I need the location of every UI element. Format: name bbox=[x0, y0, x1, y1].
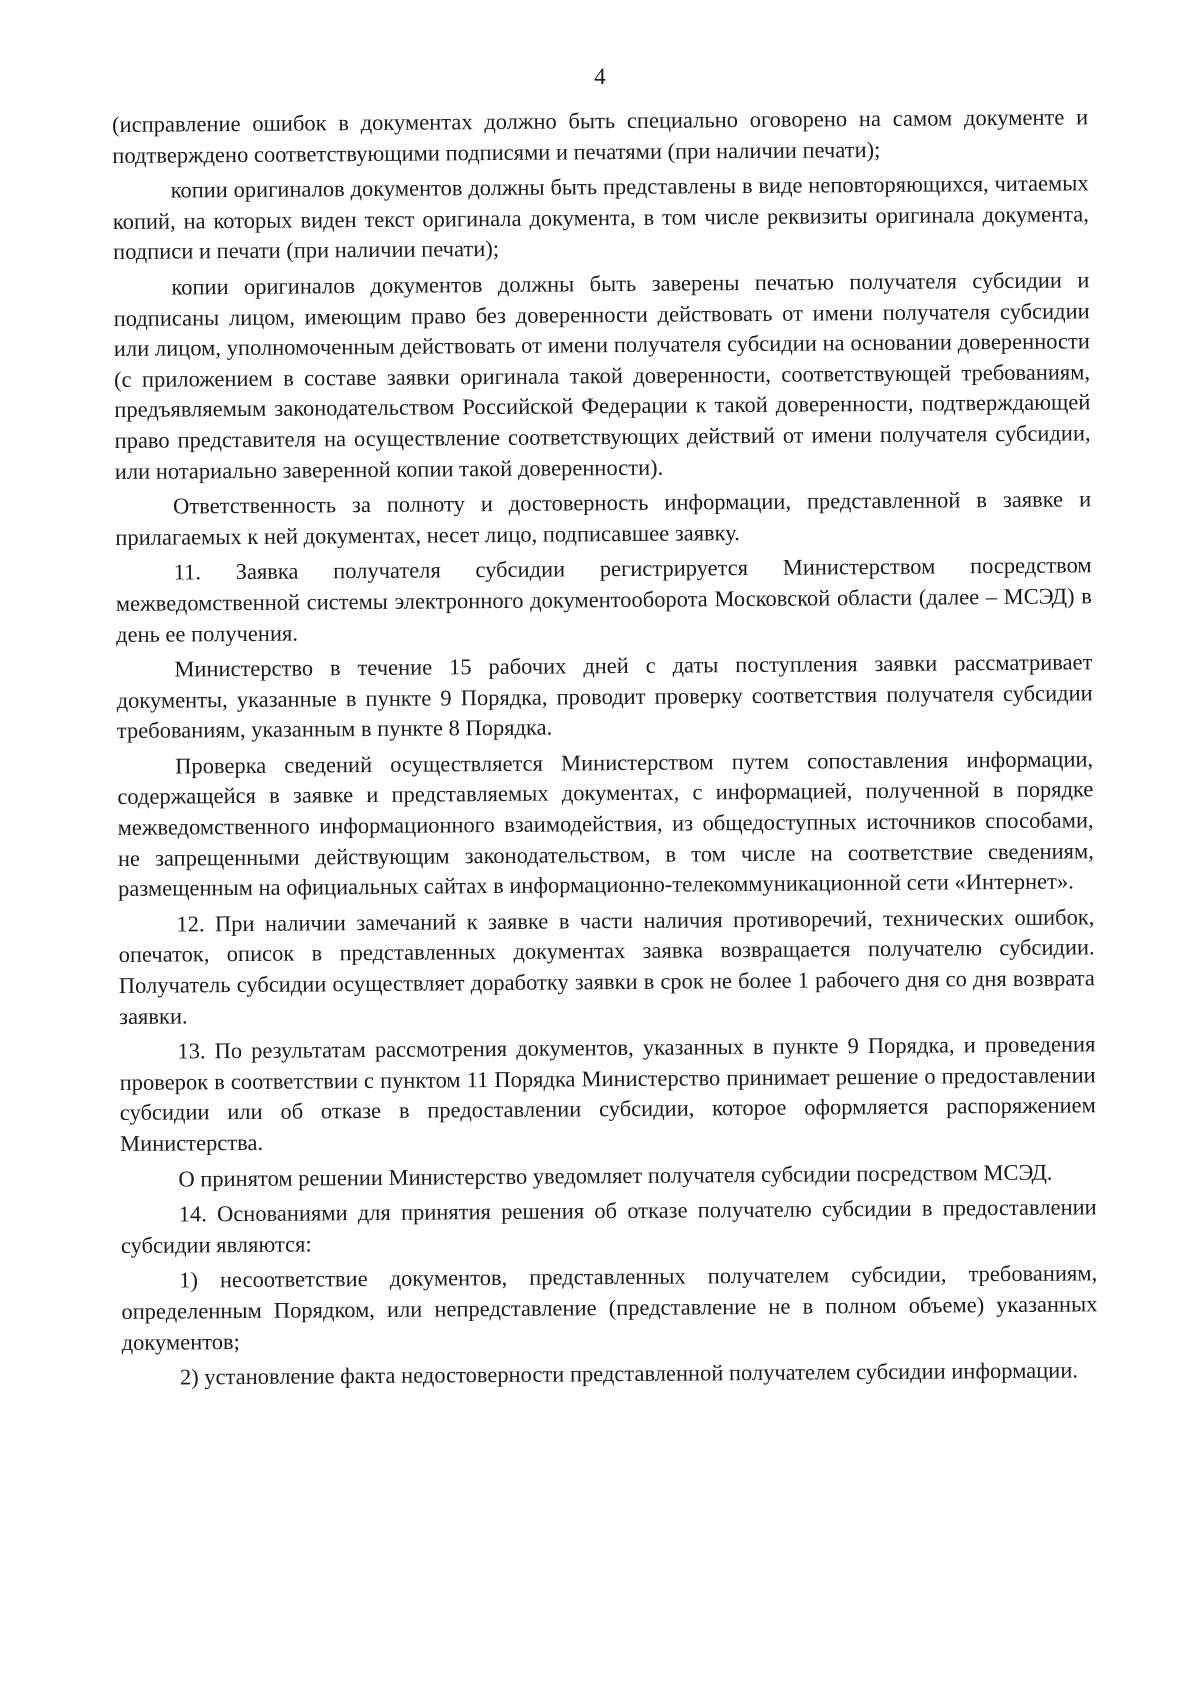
paragraph: копии оригиналов документов должны быть представлены в виде неповторяющихся, читаемых копий, на которых виден текст оригинала документа, в том числе реквизиты оригинала документа, подписи и печати (при наличии печати); bbox=[112, 170, 1089, 265]
paragraph: Проверка сведений осуществляется Министерством путем сопоставления информации, содержащейся в заявке и представляемых документах, с информацией, полученной в порядке межведомственного информационного взаимодействия, из общедоступных источников способами, не запрещенными действующим законодательством, в том числе на соответствие сведениям, размещенным на официальных сайтах в информационно-телекоммуникационной сети «Интернет». bbox=[117, 746, 1094, 902]
paragraph: 13. По результатам рассмотрения документов, указанных в пункте 9 Порядка, и проведения проверок в соответствии с пунктом 11 Порядка Министерство принимает решение о предоставлении субсидии или об отказе в предоставлении субсидии, которое оформляется распоряжением Министерства. bbox=[119, 1031, 1096, 1156]
paragraph: Ответственность за полноту и достоверность информации, представленной в заявке и прилагаемых к ней документах, несет лицо, подписавшее заявку. bbox=[115, 486, 1092, 550]
paragraph: Министерство в течение 15 рабочих дней с даты поступления заявки рассматривает документы, указанные в пункте 9 Порядка, проводит проверку соответствия получателя субсидии требованиям, указанным в пункте 8 Порядка. bbox=[116, 649, 1093, 744]
paragraph: О принятом решении Министерство уведомляет получателя субсидии посредством МСЭД. bbox=[178, 1159, 1053, 1192]
paragraph: 14. Основаниями для принятия решения об отказе получателю субсидии в предоставлении субсидии являются: bbox=[120, 1194, 1097, 1258]
paragraph: 2) установление факта недостоверности представленной получателем субсидии информации. bbox=[179, 1357, 1079, 1390]
paragraph: 11. Заявка получателя субсидии регистрируется Министерством посредством межведомственной системы электронного документооборота Московской области (далее – МСЭД) в день ее получения. bbox=[115, 552, 1092, 647]
paragraph: (исправление ошибок в документах должно быть специально оговорено на самом документе и подтверждено соответствующими подписями и печатями (при наличии печати); bbox=[112, 104, 1089, 168]
page-number: 4 bbox=[594, 64, 606, 89]
document-body bbox=[112, 102, 1098, 1398]
paragraph: копии оригиналов документов должны быть заверены печатью получателя субсидии и подписаны лицом, имеющим право без доверенности действовать от имени получателя субсидии или лицом, уполномоченным действовать от имени получателя субсидии на основании доверенности (с приложением в составе заявки оригинала такой доверенности, соответствующей требованиям, предъявляемым законодательством Российской Федерации к такой доверенности, подтверждающей право представителя на осуществление соответствующих действий от имени получателя субсидии, или нотариально заверенной копии такой доверенности). bbox=[113, 267, 1091, 484]
paragraph: 1) несоответствие документов, представленных получателем субсидии, требованиям, определенным Порядком, или непредставление (представление не в полном объеме) указанных документов; bbox=[121, 1260, 1098, 1355]
paragraph: 12. При наличии замечаний к заявке в части наличия противоречий, технических ошибок, опечаток, описок в представленных документах заявка возвращается получателю субсидии. Получатель субсидии осуществляет доработку заявки в срок не более 1 рабочего дня со дня возврата заявки. bbox=[118, 904, 1095, 1029]
